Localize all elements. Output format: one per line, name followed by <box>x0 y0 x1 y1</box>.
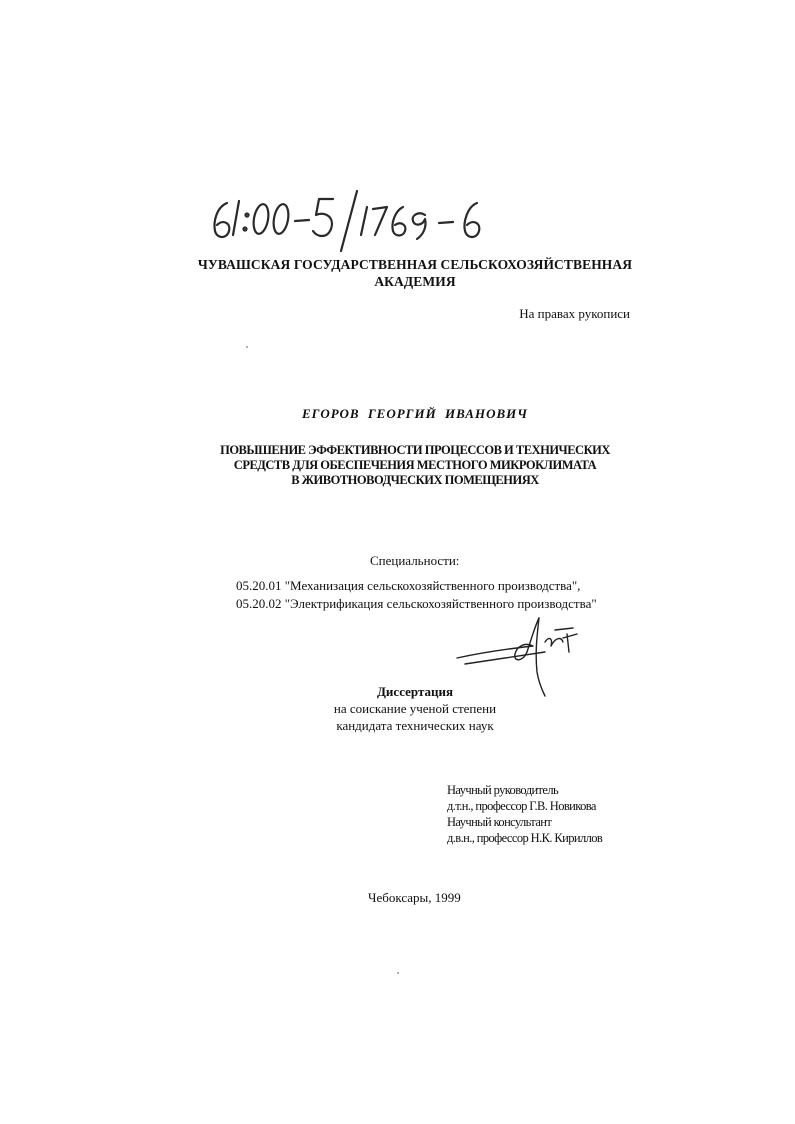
title-line-3: В ЖИВОТНОВОДЧЕСКИХ ПОМЕЩЕНИЯХ <box>291 473 539 487</box>
supervisors-block <box>447 782 602 846</box>
specialty-item: 05.20.02 "Электрификация сельскохозяйственного производства" <box>236 596 597 611</box>
dissertation-title <box>150 443 680 488</box>
institution-line-2: АКАДЕМИЯ <box>374 274 456 289</box>
consultant-name: д.в.н., профессор Н.К. Кириллов <box>447 831 603 845</box>
degree-line-1: на соискание ученой степени <box>333 701 497 716</box>
consultant-label: Научный консультант <box>447 815 552 829</box>
manuscript-note: На правах рукописи <box>519 306 630 321</box>
handwritten-archive-code <box>205 185 505 255</box>
specialties-heading: Специальности: <box>370 553 460 568</box>
scan-speck <box>246 346 248 348</box>
specialty-item: 05.20.01 "Механизация сельскохозяйственного производства", <box>236 578 581 593</box>
city-year: Чебоксары, 1999 <box>368 890 461 905</box>
degree-line-2: кандидата технических наук <box>336 718 494 733</box>
dissertation-label: Диссертация <box>376 684 454 699</box>
supervisor-label: Научный руководитель <box>447 783 559 797</box>
dissertation-block <box>290 683 540 734</box>
scan-speck <box>397 972 399 974</box>
institution-name <box>150 256 680 290</box>
author-name: ЕГОРОВ ГЕОРГИЙ ИВАНОВИЧ <box>302 406 528 421</box>
title-line-2: СРЕДСТВ ДЛЯ ОБЕСПЕЧЕНИЯ МЕСТНОГО МИКРОКЛИМАТА <box>233 458 597 472</box>
title-line-1: ПОВЫШЕНИЕ ЭФФЕКТИВНОСТИ ПРОЦЕССОВ И ТЕХНИЧЕСКИХ <box>220 443 610 457</box>
supervisor-name: д.т.н., профессор Г.В. Новикова <box>447 799 596 813</box>
institution-line-1: ЧУВАШСКАЯ ГОСУДАРСТВЕННАЯ СЕЛЬСКОХОЗЯЙСТВЕННАЯ <box>197 257 633 272</box>
